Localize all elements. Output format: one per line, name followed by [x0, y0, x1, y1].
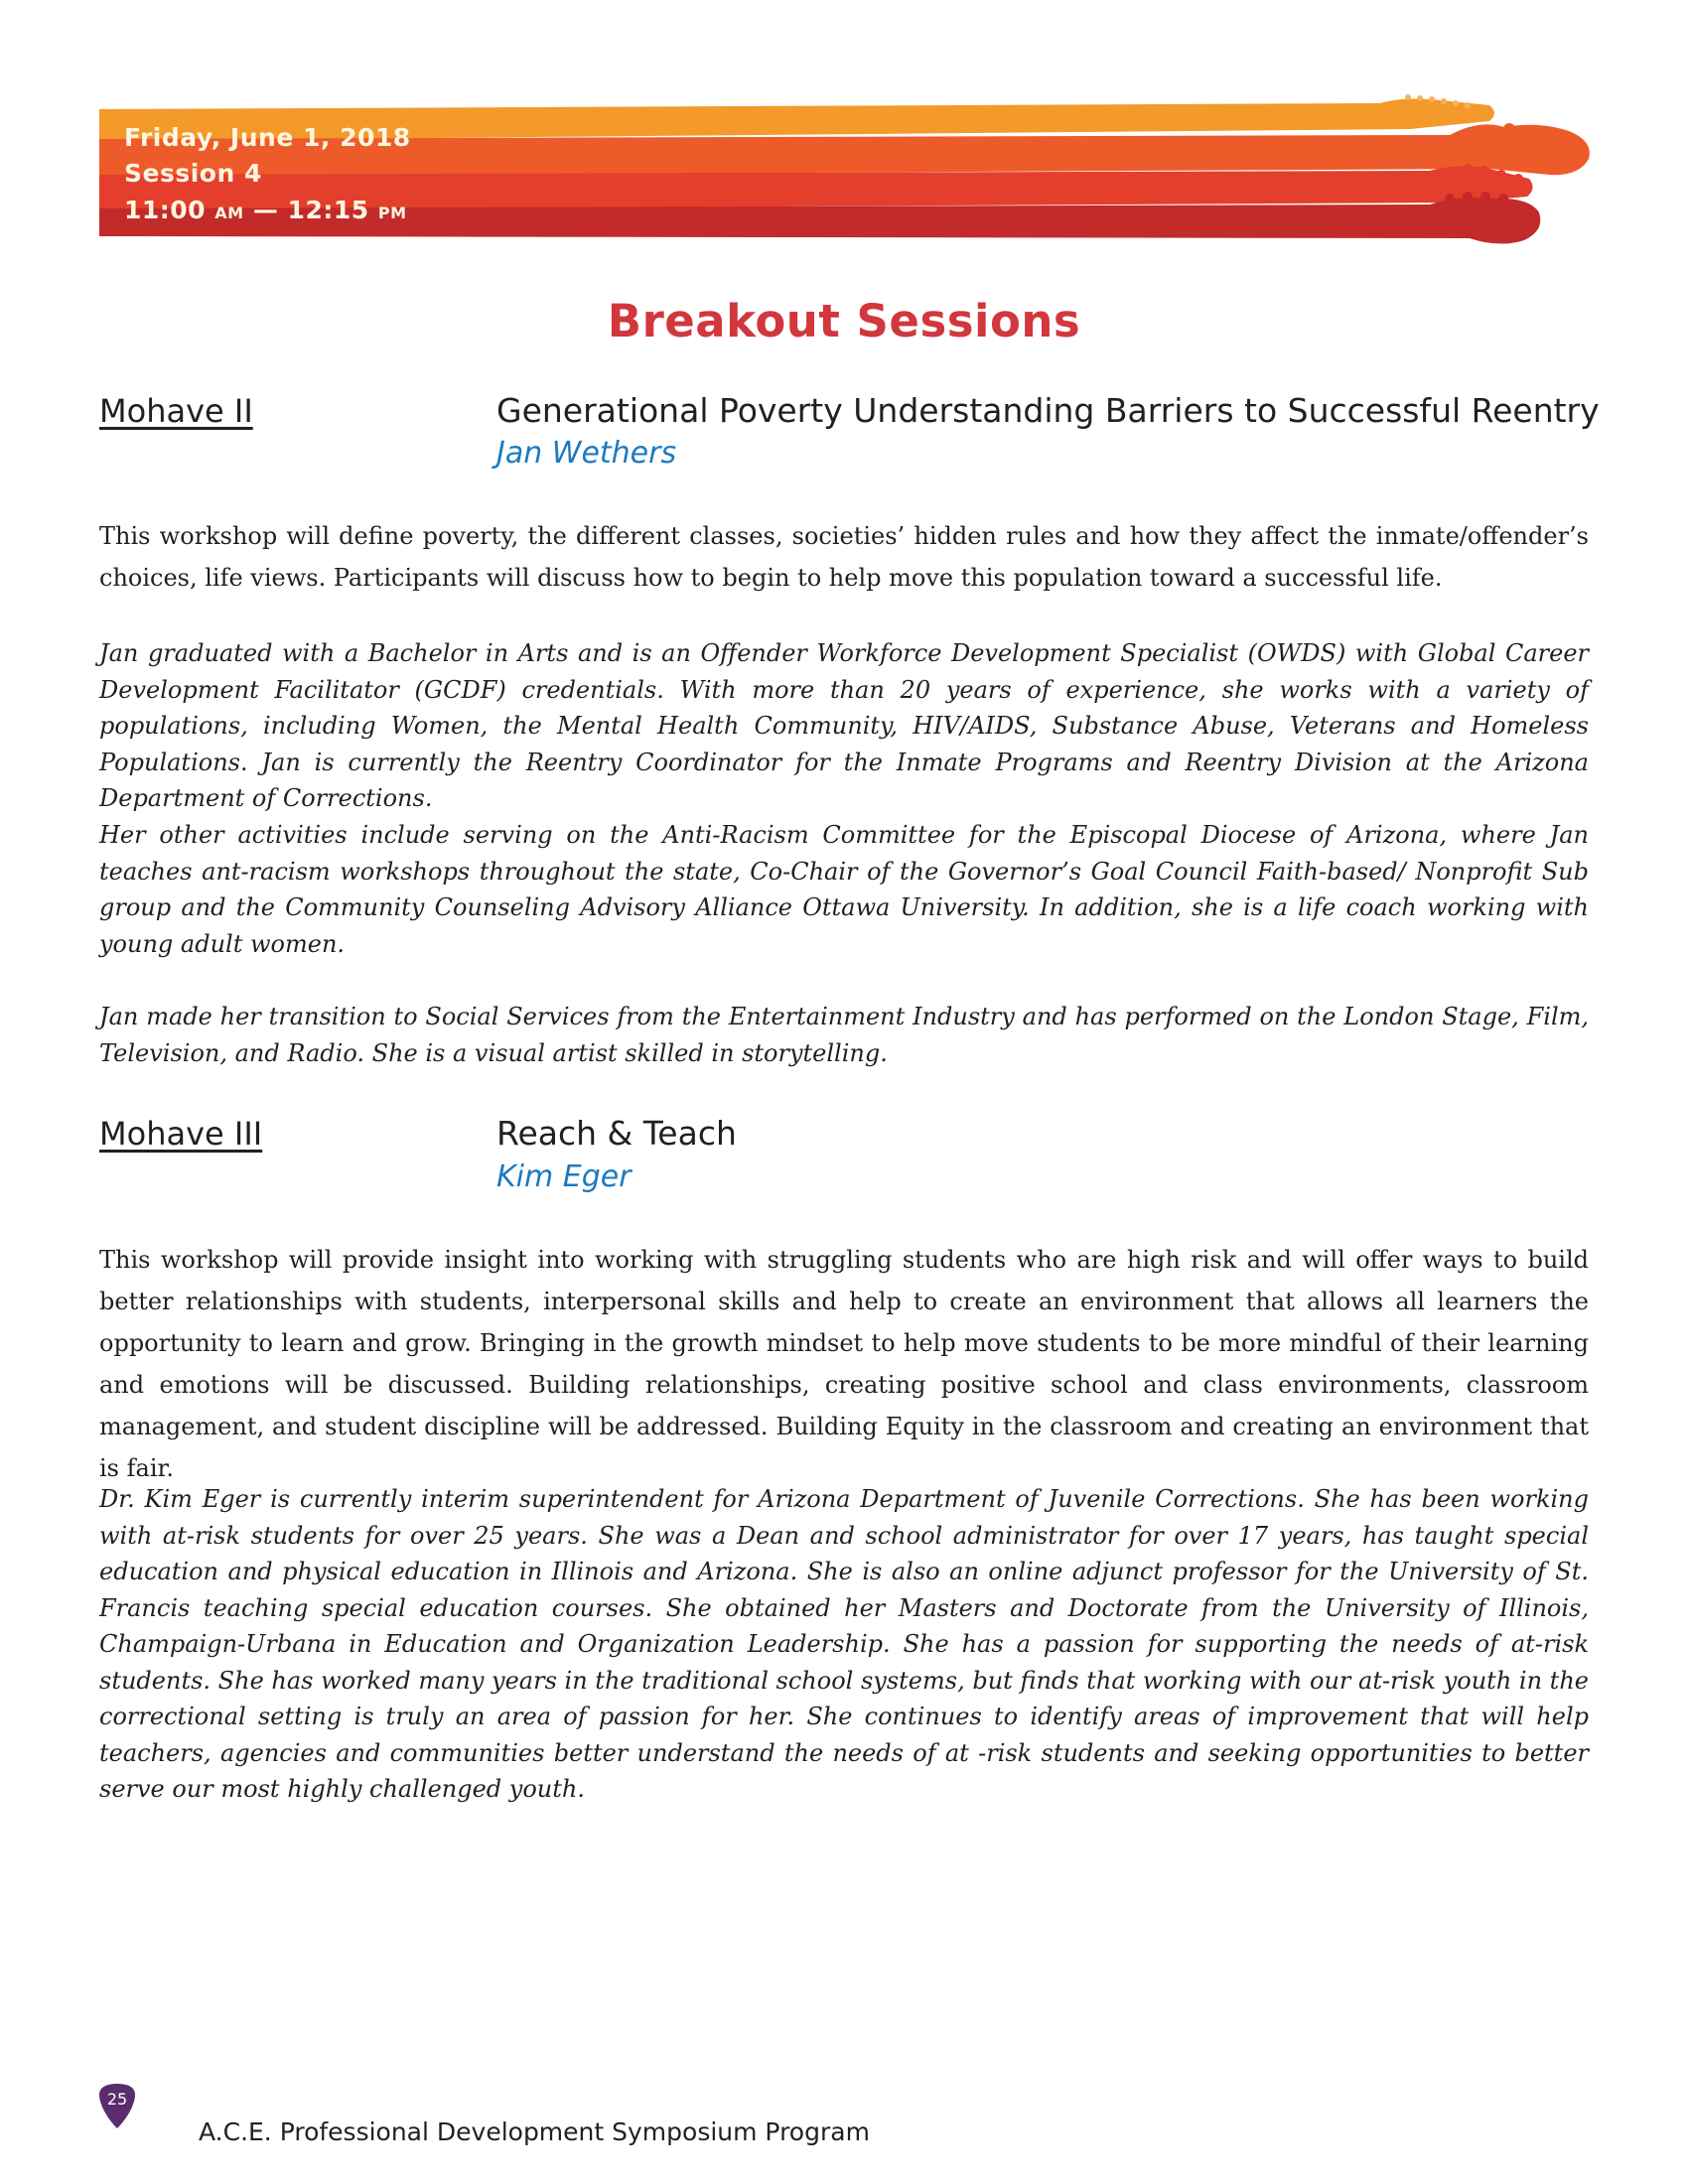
session-description: This workshop will define poverty, the different classes, societies’ hidden rules and how they affect the inmate/offender’s choices, life views. Participants will discuss how to begin to help move this population toward a successful life. — [99, 522, 1589, 592]
banner-session: Session 4 — [124, 159, 262, 188]
time-start: 11:00 — [124, 196, 207, 224]
speaker-bio-paragraph: Her other activities include serving on the Anti-Racism Committee for the Episcopal Diocese of Arizona, where Jan teaches ant-racism workshops throughout the state, Co-Chair of the Governor’s Goal Council Faith-based/ Nonprofit Sub group and the Community Counseling Advisory Alliance Ottawa University. In addition, she is a life coach working with young adult women. — [99, 821, 1589, 958]
session-speaker: Kim Eger — [496, 1160, 632, 1194]
time-end-suffix: PM — [377, 204, 407, 222]
time-start-suffix: AM — [214, 204, 244, 222]
session-title: Generational Poverty Understanding Barriers to Successful Reentry — [496, 391, 1600, 430]
time-dash: — — [252, 196, 279, 224]
footer-text: A.C.E. Professional Development Symposium Program — [199, 2117, 870, 2146]
speaker-bio-paragraph: Jan graduated with a Bachelor in Arts and is an Offender Workforce Development Specialist (OWDS) with Global Career Development Facilitator (GCDF) credentials. With more than 20 years of experience, she works with a variety of populations, including Women, the Mental Health Community, HIV/AIDS, Substance Abuse, Veterans and Homeless Populations. Jan is currently the Reentry Coordinator for the Inmate Programs and Reentry Division at the Arizona Department of Corrections. — [99, 639, 1589, 812]
session-title: Reach & Teach — [496, 1114, 737, 1153]
header-banner — [0, 0, 1688, 258]
session-speaker: Jan Wethers — [496, 436, 677, 471]
page-title: Breakout Sessions — [607, 295, 1081, 347]
session-room: Mohave III — [99, 1115, 263, 1153]
banner-time — [124, 196, 407, 224]
session-room: Mohave II — [99, 392, 253, 430]
time-end: 12:15 — [287, 196, 369, 224]
page-number: 25 — [106, 2090, 128, 2109]
speaker-bio-paragraph: Dr. Kim Eger is currently interim superintendent for Arizona Department of Juvenile Corrections. She has been working with at-risk students for over 25 years. She was a Dean and school administrator for over 17 years, has taught special education and physical education in Illinois and Arizona. She is also an online adjunct professor for the University of St. Francis teaching special education courses. She obtained her Masters and Doctorate from the University of Illinois, Champaign-Urbana in Education and Organization Leadership. She has a passion for supporting the needs of at-risk students. She has worked many years in the traditional school systems, but finds that working with our at-risk youth in the correctional setting is truly an area of passion for her. She continues to identify areas of improvement that will help teachers, agencies and communities better understand the needs of at -risk students and seeking opportunities to better serve our most highly challenged youth. — [99, 1485, 1589, 1803]
session-description: This workshop will provide insight into working with struggling students who are high risk and will offer ways to build better relationships with students, interpersonal skills and help to create an environment that allows all learners the opportunity to learn and grow. Bringing in the growth mindset to help move students to be more mindful of their learning and emotions will be discussed. Building relationships, creating positive school and class environments, classroom management, and student discipline will be addressed. Building Equity in the classroom and creating an environment that is fair. — [99, 1246, 1589, 1482]
banner-date: Friday, June 1, 2018 — [124, 123, 411, 152]
speaker-bio-paragraph: Jan made her transition to Social Services from the Entertainment Industry and has performed on the London Stage, Film, Television, and Radio. She is a visual artist skilled in storytelling. — [99, 1003, 1589, 1067]
